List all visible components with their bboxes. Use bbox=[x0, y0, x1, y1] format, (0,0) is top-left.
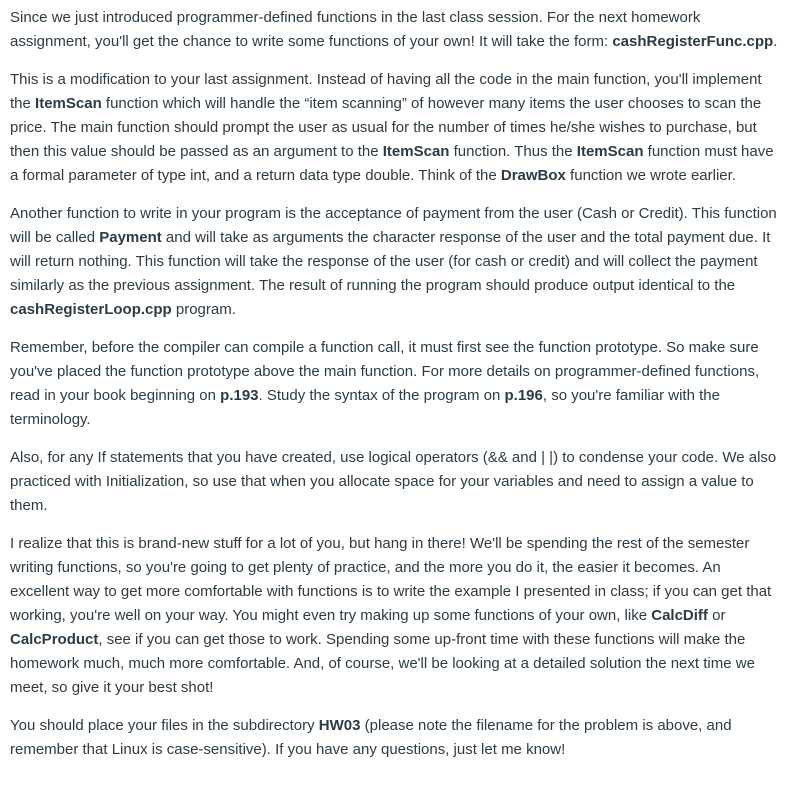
directory-hw03: HW03 bbox=[318, 717, 361, 734]
itemscan-term: ItemScan bbox=[35, 95, 102, 112]
prototype-paragraph bbox=[10, 336, 778, 432]
page-ref-193: p.193 bbox=[220, 387, 259, 404]
encouragement-paragraph bbox=[10, 532, 778, 700]
itemscan-text-1: This is a modification to your last assignment. Instead of having all the code in the main function, you'll implement the bbox=[10, 71, 762, 112]
encouragement-text-2: or bbox=[707, 607, 726, 624]
itemscan-term: ItemScan bbox=[576, 143, 644, 160]
intro-paragraph bbox=[10, 6, 778, 54]
payment-term: Payment bbox=[99, 229, 162, 246]
calcproduct-term: CalcProduct bbox=[10, 631, 99, 648]
itemscan-text-4: function must have a formal parameter of type int, and a return data type double. Think of the bbox=[10, 143, 774, 184]
submission-text-1: You should place your files in the subdirectory bbox=[10, 717, 319, 734]
itemscan-term: ItemScan bbox=[382, 143, 450, 160]
submission-text-2: (please note the filename for the problem is above, and remember that Linux is case-sensitive). If you have any questions, just let me know! bbox=[10, 717, 732, 758]
intro-text-end: . bbox=[773, 33, 778, 50]
logical-operators-text: Also, for any If statements that you have created, use logical operators (&& and | |) to condense your code. We also practiced with Initialization, so use that when you allocate space for your variables and need to assign a value to them. bbox=[10, 449, 777, 514]
encouragement-text-3: , see if you can get those to work. Spending some up-front time with these functions will make the homework much, much more comfortable. And, of course, we'll be looking at a detailed solution the next time we meet, so give it your best shot! bbox=[10, 631, 755, 696]
payment-paragraph bbox=[10, 202, 778, 322]
intro-text: Since we just introduced programmer-defined functions in the last class session. For the next homework assignment, you'll get the chance to write some functions of your own! It will take the form: bbox=[10, 9, 701, 50]
itemscan-paragraph bbox=[10, 68, 778, 188]
submission-paragraph bbox=[10, 714, 778, 762]
itemscan-text-3: function. Thus the bbox=[449, 143, 577, 160]
prototype-text-1: Remember, before the compiler can compile a function call, it must first see the function prototype. So make sure you've placed the function prototype above the main function. For more details on programmer-defined functions, read in your book beginning on bbox=[10, 339, 760, 404]
logical-operators-paragraph bbox=[10, 446, 778, 518]
filename-cashregisterloop: cashRegisterLoop.cpp bbox=[10, 301, 172, 318]
assignment-body bbox=[10, 6, 778, 776]
prototype-text-2: . Study the syntax of the program on bbox=[258, 387, 505, 404]
itemscan-text-5: function we wrote earlier. bbox=[565, 167, 736, 184]
payment-text-2: and will take as arguments the character response of the user and the total payment due. It will return nothing. This function will take the response of the user (for cash or credit) and will collect the payment similarly as the previous assignment. The result of running the program should produce output identical to the bbox=[10, 229, 771, 294]
encouragement-text-1: I realize that this is brand-new stuff for a lot of you, but hang in there! We'll be spending the rest of the semester writing functions, so you're going to get plenty of practice, and the more you do it, the easier it becomes. An excellent way to get more comfortable with functions is to write the example I presented in class; if you can get that working, you're well on your way. You might even try making up some functions of your own, like bbox=[10, 535, 772, 624]
prototype-text-3: , so you're familiar with the terminology. bbox=[10, 387, 720, 428]
filename-cashregisterfunc: cashRegisterFunc.cpp bbox=[612, 33, 774, 50]
calcdiff-term: CalcDiff bbox=[651, 607, 708, 624]
payment-text-1: Another function to write in your program is the acceptance of payment from the user (Cash or Credit). This function will be called bbox=[10, 205, 777, 246]
itemscan-text-2: function which will handle the “item scanning” of however many items the user chooses to scan the price. The main function should prompt the user as usual for the number of times he/she wishes to purchase, but then this value should be passed as an argument to the bbox=[10, 95, 762, 160]
drawbox-term: DrawBox bbox=[500, 167, 566, 184]
page-ref-196: p.196 bbox=[504, 387, 543, 404]
payment-text-3: program. bbox=[171, 301, 236, 318]
